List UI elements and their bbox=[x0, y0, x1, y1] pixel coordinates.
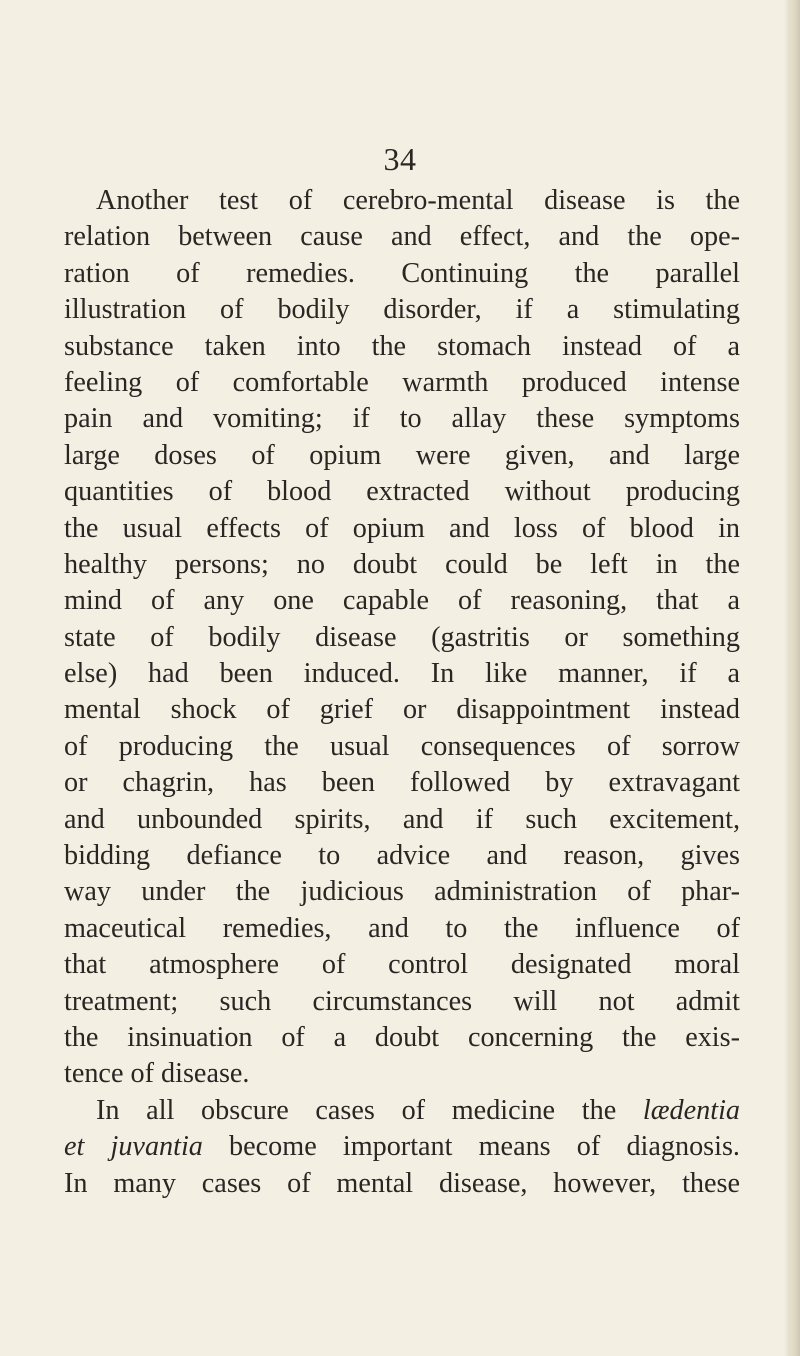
text-line: feeling of comfortable warmth produced intense bbox=[64, 366, 740, 398]
text-line bbox=[64, 1129, 740, 1165]
text-line: treatment; such circumstances will not admit bbox=[64, 985, 740, 1017]
text-line: that atmosphere of control designated moral bbox=[64, 949, 740, 981]
text-line: large doses of opium were given, and large bbox=[64, 439, 740, 471]
text-line: illustration of bodily disorder, if a stimulating bbox=[64, 294, 740, 326]
text-line: relation between cause and effect, and the ope- bbox=[64, 221, 740, 253]
text-line: or chagrin, has been followed by extravagant bbox=[64, 767, 740, 799]
text-line: tence of disease. bbox=[64, 1058, 250, 1090]
page-number: 34 bbox=[383, 141, 417, 177]
text-line: Another test of cerebro-mental disease is the bbox=[96, 185, 740, 216]
text-line bbox=[64, 1093, 740, 1129]
text-line: of producing the usual consequences of sorrow bbox=[64, 730, 740, 762]
text-line: healthy persons; no doubt could be left in the bbox=[64, 548, 740, 580]
text-line: the usual effects of opium and loss of blood in bbox=[64, 512, 740, 544]
text-line: bidding defiance to advice and reason, gives bbox=[64, 840, 740, 872]
text-line: the insinuation of a doubt concerning the exis- bbox=[64, 1021, 740, 1053]
text-line: mental shock of grief or disappointment instead bbox=[64, 694, 740, 726]
body-text bbox=[64, 183, 740, 1202]
italic-phrase: et juvantia bbox=[64, 1131, 203, 1163]
text-line: and unbounded spirits, and if such excitement, bbox=[64, 803, 740, 835]
text-line: pain and vomiting; if to allay these symptoms bbox=[64, 403, 740, 435]
text-line: quantities of blood extracted without producing bbox=[64, 476, 740, 508]
text-line: mind of any one capable of reasoning, that a bbox=[64, 585, 740, 617]
page-edge bbox=[788, 0, 800, 1356]
italic-phrase: lædentia bbox=[642, 1094, 740, 1126]
text-run: In all obscure cases of medicine the bbox=[96, 1094, 643, 1126]
text-line: ration of remedies. Continuing the parallel bbox=[64, 257, 740, 289]
text-line: In many cases of mental disease, however, these bbox=[64, 1167, 740, 1199]
text-line: else) had been induced. In like manner, if a bbox=[64, 658, 740, 690]
text-line: substance taken into the stomach instead of a bbox=[64, 330, 740, 362]
text-line: maceutical remedies, and to the influence of bbox=[64, 912, 740, 944]
text-line: way under the judicious administration of phar- bbox=[64, 876, 740, 908]
text-line: state of bodily disease (gastritis or something bbox=[64, 621, 740, 653]
text-run: become important means of diagnosis. bbox=[202, 1131, 740, 1163]
